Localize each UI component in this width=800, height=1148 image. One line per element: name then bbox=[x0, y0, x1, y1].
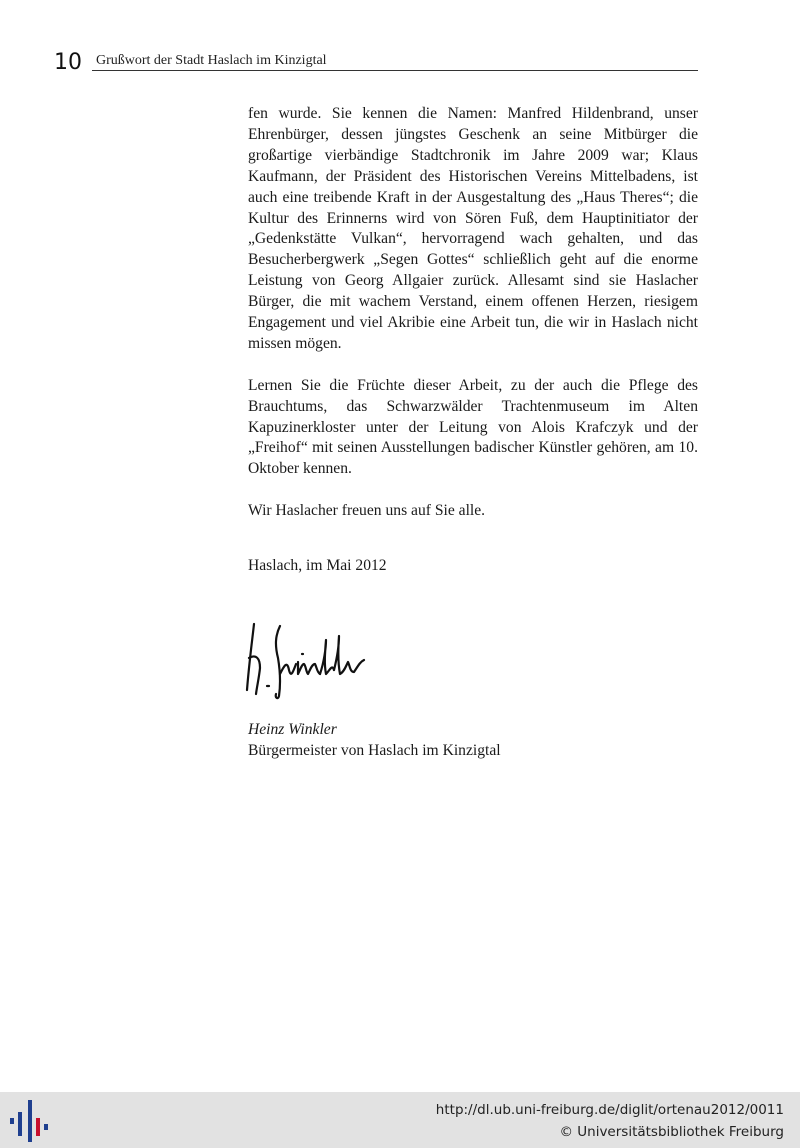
signer-title: Bürgermeister von Haslach im Kinzigtal bbox=[248, 742, 501, 759]
running-head: Grußwort der Stadt Haslach im Kinzigtal bbox=[96, 53, 327, 68]
page-number: 10 bbox=[54, 50, 82, 75]
signature-icon bbox=[240, 614, 380, 704]
letter-body bbox=[248, 104, 698, 522]
paragraph: Lernen Sie die Früchte dieser Arbeit, zu der auch die Pflege des Brauchtums, das Schwarzwälder Trachtenmuseum im Alten Kapuzinerkloster unter der Leitung von Alois Krafczyk und der „Freihof“ mit seinen Ausstellungen badischer Künstler gehören, am 10. Oktober kennen. bbox=[248, 376, 698, 478]
ub-freiburg-logo-icon bbox=[8, 1098, 52, 1144]
paragraph: fen wurde. Sie kennen die Namen: Manfred Hildenbrand, unser Ehrenbürger, dessen jüngstes Geschenk an seine Mitbürger die großartige vierbändige Stadtchronik im Jahre 2009 war; Klaus Kaufmann, der Präsident des Historischen Vereins Mittelbadens, ist auch eine treibende Kraft in der Ausgestaltung des „Haus Theres“; die Kultur des Erinnerns wird von Sören Fuß, dem Hauptinitiator der „Gedenkstätte Vulkan“, hervorragend wach gehalten, und das Besucherbergwerk „Segen Gottes“ schließlich geht auf die enorme Leistung von Georg Allgaier zurück. Allesamt sind sie Haslacher Bürger, die mit wachem Verstand, einem offenen Herzen, riesigem Engagement und viel Akribie eine Arbeit tun, die wir in Haslach nicht missen mögen. bbox=[248, 105, 698, 352]
footer-copyright: © Universitätsbibliothek Freiburg bbox=[559, 1124, 784, 1140]
signer-name: Heinz Winkler bbox=[248, 721, 337, 738]
footer-url[interactable]: http://dl.ub.uni-freiburg.de/diglit/ortenau2012/0011 bbox=[435, 1102, 784, 1118]
header-rule bbox=[92, 70, 698, 71]
footer-bar bbox=[0, 1092, 800, 1148]
paragraph: Wir Haslacher freuen uns auf Sie alle. bbox=[248, 502, 486, 520]
place-date: Haslach, im Mai 2012 bbox=[248, 557, 387, 574]
